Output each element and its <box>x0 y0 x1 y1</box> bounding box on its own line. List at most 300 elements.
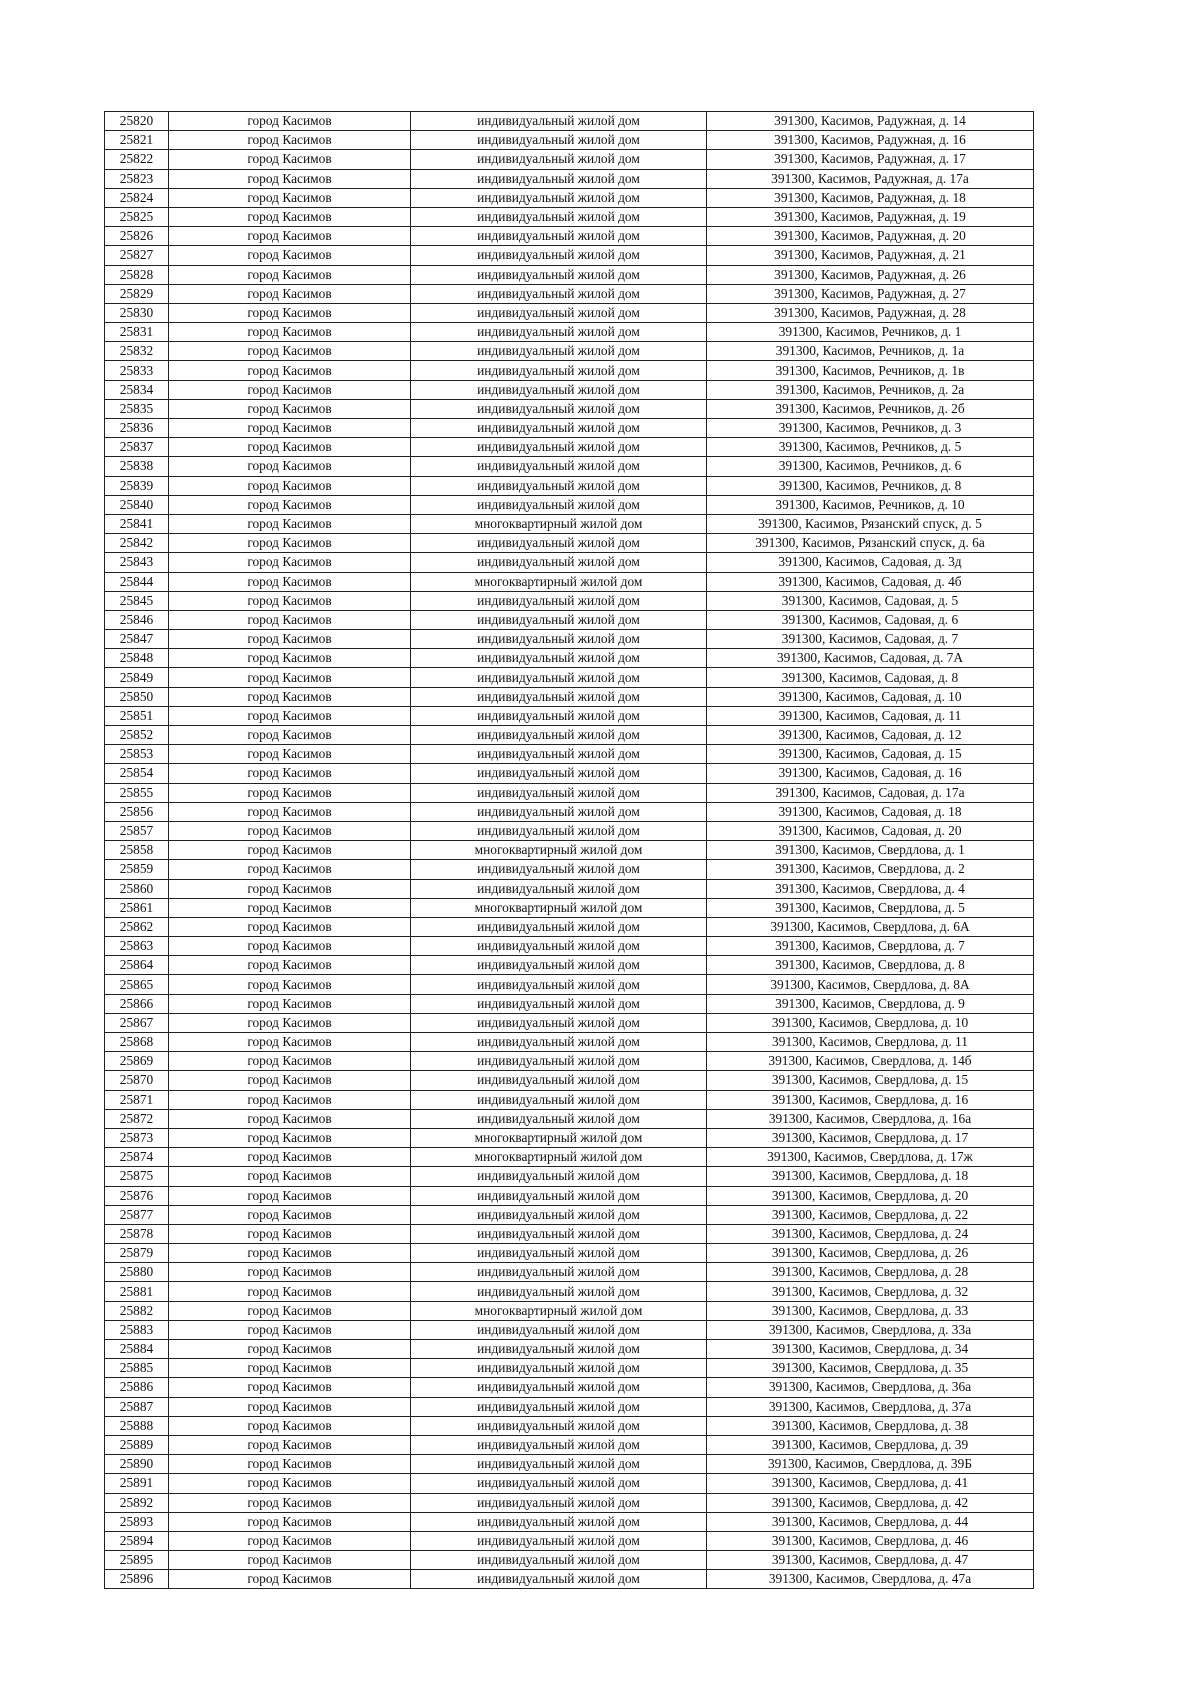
building-type-cell: индивидуальный жилой дом <box>411 112 707 131</box>
building-type-cell: индивидуальный жилой дом <box>411 591 707 610</box>
table-row <box>105 1128 1034 1147</box>
table-row <box>105 994 1034 1013</box>
address-cell: 391300, Касимов, Речников, д. 10 <box>707 495 1034 514</box>
table-row <box>105 150 1034 169</box>
table-row <box>105 860 1034 879</box>
record-number-cell: 25851 <box>105 706 169 725</box>
locality-cell: город Касимов <box>169 112 411 131</box>
address-cell: 391300, Касимов, Садовая, д. 15 <box>707 745 1034 764</box>
address-cell: 391300, Касимов, Свердлова, д. 33 <box>707 1301 1034 1320</box>
locality-cell: город Касимов <box>169 1282 411 1301</box>
table-row <box>105 1186 1034 1205</box>
building-type-cell: индивидуальный жилой дом <box>411 1455 707 1474</box>
building-type-cell: индивидуальный жилой дом <box>411 1052 707 1071</box>
locality-cell: город Касимов <box>169 534 411 553</box>
address-cell: 391300, Касимов, Радужная, д. 16 <box>707 131 1034 150</box>
building-type-cell: индивидуальный жилой дом <box>411 1416 707 1435</box>
address-cell: 391300, Касимов, Свердлова, д. 1 <box>707 841 1034 860</box>
locality-cell: город Касимов <box>169 937 411 956</box>
locality-cell: город Касимов <box>169 514 411 533</box>
address-cell: 391300, Касимов, Свердлова, д. 24 <box>707 1224 1034 1243</box>
locality-cell: город Касимов <box>169 1378 411 1397</box>
locality-cell: город Касимов <box>169 438 411 457</box>
record-number-cell: 25885 <box>105 1359 169 1378</box>
address-cell: 391300, Касимов, Свердлова, д. 9 <box>707 994 1034 1013</box>
locality-cell: город Касимов <box>169 227 411 246</box>
table-row <box>105 169 1034 188</box>
record-number-cell: 25889 <box>105 1435 169 1454</box>
table-row <box>105 246 1034 265</box>
record-number-cell: 25893 <box>105 1512 169 1531</box>
table-row <box>105 917 1034 936</box>
table-row <box>105 706 1034 725</box>
table-row <box>105 1282 1034 1301</box>
locality-cell: город Касимов <box>169 1397 411 1416</box>
record-number-cell: 25857 <box>105 821 169 840</box>
table-row <box>105 1205 1034 1224</box>
building-type-cell: индивидуальный жилой дом <box>411 1244 707 1263</box>
building-type-cell: индивидуальный жилой дом <box>411 1493 707 1512</box>
record-number-cell: 25879 <box>105 1244 169 1263</box>
building-type-cell: индивидуальный жилой дом <box>411 1205 707 1224</box>
record-number-cell: 25855 <box>105 783 169 802</box>
building-type-cell: индивидуальный жилой дом <box>411 802 707 821</box>
address-cell: 391300, Касимов, Свердлова, д. 17ж <box>707 1148 1034 1167</box>
locality-cell: город Касимов <box>169 1167 411 1186</box>
record-number-cell: 25837 <box>105 438 169 457</box>
locality-cell: город Касимов <box>169 1474 411 1493</box>
record-number-cell: 25891 <box>105 1474 169 1493</box>
record-number-cell: 25872 <box>105 1109 169 1128</box>
record-number-cell: 25856 <box>105 802 169 821</box>
locality-cell: город Касимов <box>169 994 411 1013</box>
locality-cell: город Касимов <box>169 1531 411 1550</box>
locality-cell: город Касимов <box>169 745 411 764</box>
record-number-cell: 25881 <box>105 1282 169 1301</box>
building-type-cell: индивидуальный жилой дом <box>411 1282 707 1301</box>
address-cell: 391300, Касимов, Садовая, д. 3д <box>707 553 1034 572</box>
table-row <box>105 361 1034 380</box>
locality-cell: город Касимов <box>169 726 411 745</box>
building-type-cell: индивидуальный жилой дом <box>411 169 707 188</box>
table-row <box>105 687 1034 706</box>
locality-cell: город Касимов <box>169 1186 411 1205</box>
address-cell: 391300, Касимов, Радужная, д. 27 <box>707 284 1034 303</box>
locality-cell: город Касимов <box>169 1416 411 1435</box>
locality-cell: город Касимов <box>169 630 411 649</box>
table-row <box>105 207 1034 226</box>
locality-cell: город Касимов <box>169 898 411 917</box>
record-number-cell: 25862 <box>105 917 169 936</box>
address-cell: 391300, Касимов, Свердлова, д. 15 <box>707 1071 1034 1090</box>
locality-cell: город Касимов <box>169 380 411 399</box>
locality-cell: город Касимов <box>169 284 411 303</box>
record-number-cell: 25882 <box>105 1301 169 1320</box>
locality-cell: город Касимов <box>169 1551 411 1570</box>
building-type-cell: многоквартирный жилой дом <box>411 1128 707 1147</box>
building-type-cell: индивидуальный жилой дом <box>411 668 707 687</box>
address-cell: 391300, Касимов, Радужная, д. 21 <box>707 246 1034 265</box>
record-number-cell: 25853 <box>105 745 169 764</box>
locality-cell: город Касимов <box>169 188 411 207</box>
building-type-cell: индивидуальный жилой дом <box>411 1551 707 1570</box>
building-type-cell: многоквартирный жилой дом <box>411 1301 707 1320</box>
table-row <box>105 399 1034 418</box>
table-row <box>105 783 1034 802</box>
table-row <box>105 572 1034 591</box>
building-type-cell: индивидуальный жилой дом <box>411 937 707 956</box>
record-number-cell: 25839 <box>105 476 169 495</box>
record-number-cell: 25870 <box>105 1071 169 1090</box>
table-row <box>105 975 1034 994</box>
building-type-cell: индивидуальный жилой дом <box>411 706 707 725</box>
building-type-cell: индивидуальный жилой дом <box>411 380 707 399</box>
building-type-cell: многоквартирный жилой дом <box>411 572 707 591</box>
locality-cell: город Касимов <box>169 879 411 898</box>
table-row <box>105 457 1034 476</box>
building-type-cell: индивидуальный жилой дом <box>411 284 707 303</box>
record-number-cell: 25874 <box>105 1148 169 1167</box>
building-type-cell: индивидуальный жилой дом <box>411 1531 707 1550</box>
address-cell: 391300, Касимов, Радужная, д. 18 <box>707 188 1034 207</box>
record-number-cell: 25845 <box>105 591 169 610</box>
table-row <box>105 745 1034 764</box>
building-type-cell: индивидуальный жилой дом <box>411 246 707 265</box>
locality-cell: город Касимов <box>169 764 411 783</box>
locality-cell: город Касимов <box>169 572 411 591</box>
table-row <box>105 841 1034 860</box>
building-type-cell: индивидуальный жилой дом <box>411 860 707 879</box>
locality-cell: город Касимов <box>169 802 411 821</box>
locality-cell: город Касимов <box>169 860 411 879</box>
locality-cell: город Касимов <box>169 1052 411 1071</box>
record-number-cell: 25892 <box>105 1493 169 1512</box>
record-number-cell: 25887 <box>105 1397 169 1416</box>
record-number-cell: 25867 <box>105 1013 169 1032</box>
address-cell: 391300, Касимов, Радужная, д. 20 <box>707 227 1034 246</box>
table-row <box>105 1263 1034 1282</box>
locality-cell: город Касимов <box>169 1128 411 1147</box>
locality-cell: город Касимов <box>169 1320 411 1339</box>
locality-cell: город Касимов <box>169 1013 411 1032</box>
address-cell: 391300, Касимов, Речников, д. 8 <box>707 476 1034 495</box>
address-cell: 391300, Касимов, Свердлова, д. 4 <box>707 879 1034 898</box>
record-number-cell: 25890 <box>105 1455 169 1474</box>
address-cell: 391300, Касимов, Садовая, д. 16 <box>707 764 1034 783</box>
address-cell: 391300, Касимов, Речников, д. 1а <box>707 342 1034 361</box>
table-row <box>105 1320 1034 1339</box>
locality-cell: город Касимов <box>169 706 411 725</box>
building-type-cell: индивидуальный жилой дом <box>411 1320 707 1339</box>
locality-cell: город Касимов <box>169 361 411 380</box>
record-number-cell: 25880 <box>105 1263 169 1282</box>
address-cell: 391300, Касимов, Свердлова, д. 39Б <box>707 1455 1034 1474</box>
table-row <box>105 1090 1034 1109</box>
building-type-cell: индивидуальный жилой дом <box>411 323 707 342</box>
record-number-cell: 25861 <box>105 898 169 917</box>
building-type-cell: индивидуальный жилой дом <box>411 1186 707 1205</box>
address-cell: 391300, Касимов, Свердлова, д. 32 <box>707 1282 1034 1301</box>
record-number-cell: 25824 <box>105 188 169 207</box>
locality-cell: город Касимов <box>169 687 411 706</box>
address-cell: 391300, Касимов, Садовая, д. 11 <box>707 706 1034 725</box>
building-type-cell: индивидуальный жилой дом <box>411 1109 707 1128</box>
address-cell: 391300, Касимов, Свердлова, д. 33а <box>707 1320 1034 1339</box>
table-row <box>105 342 1034 361</box>
record-number-cell: 25876 <box>105 1186 169 1205</box>
address-cell: 391300, Касимов, Свердлова, д. 7 <box>707 937 1034 956</box>
table-row <box>105 1493 1034 1512</box>
record-number-cell: 25836 <box>105 419 169 438</box>
locality-cell: город Касимов <box>169 956 411 975</box>
record-number-cell: 25841 <box>105 514 169 533</box>
locality-cell: город Касимов <box>169 1301 411 1320</box>
address-cell: 391300, Касимов, Свердлова, д. 46 <box>707 1531 1034 1550</box>
building-type-cell: индивидуальный жилой дом <box>411 131 707 150</box>
address-cell: 391300, Касимов, Свердлова, д. 16 <box>707 1090 1034 1109</box>
table-row <box>105 188 1034 207</box>
building-type-cell: индивидуальный жилой дом <box>411 227 707 246</box>
housing-registry-table <box>104 111 1034 1589</box>
locality-cell: город Касимов <box>169 1493 411 1512</box>
building-type-cell: индивидуальный жилой дом <box>411 745 707 764</box>
building-type-cell: многоквартирный жилой дом <box>411 841 707 860</box>
record-number-cell: 25886 <box>105 1378 169 1397</box>
locality-cell: город Касимов <box>169 399 411 418</box>
table-row <box>105 802 1034 821</box>
address-cell: 391300, Касимов, Свердлова, д. 8 <box>707 956 1034 975</box>
record-number-cell: 25871 <box>105 1090 169 1109</box>
building-type-cell: индивидуальный жилой дом <box>411 1263 707 1282</box>
building-type-cell: индивидуальный жилой дом <box>411 553 707 572</box>
record-number-cell: 25858 <box>105 841 169 860</box>
building-type-cell: индивидуальный жилой дом <box>411 399 707 418</box>
table-row <box>105 284 1034 303</box>
building-type-cell: индивидуальный жилой дом <box>411 361 707 380</box>
building-type-cell: многоквартирный жилой дом <box>411 898 707 917</box>
table-row <box>105 227 1034 246</box>
locality-cell: город Касимов <box>169 1512 411 1531</box>
address-cell: 391300, Касимов, Речников, д. 2б <box>707 399 1034 418</box>
locality-cell: город Касимов <box>169 246 411 265</box>
table-row <box>105 1551 1034 1570</box>
building-type-cell: индивидуальный жилой дом <box>411 821 707 840</box>
building-type-cell: индивидуальный жилой дом <box>411 649 707 668</box>
table-row <box>105 1109 1034 1128</box>
address-cell: 391300, Касимов, Свердлова, д. 5 <box>707 898 1034 917</box>
locality-cell: город Касимов <box>169 610 411 629</box>
record-number-cell: 25825 <box>105 207 169 226</box>
record-number-cell: 25873 <box>105 1128 169 1147</box>
table-row <box>105 1167 1034 1186</box>
address-cell: 391300, Касимов, Свердлова, д. 47а <box>707 1570 1034 1589</box>
locality-cell: город Касимов <box>169 1244 411 1263</box>
table-row <box>105 764 1034 783</box>
building-type-cell: индивидуальный жилой дом <box>411 1359 707 1378</box>
record-number-cell: 25847 <box>105 630 169 649</box>
table-row <box>105 821 1034 840</box>
table-row <box>105 1397 1034 1416</box>
record-number-cell: 25828 <box>105 265 169 284</box>
record-number-cell: 25878 <box>105 1224 169 1243</box>
record-number-cell: 25866 <box>105 994 169 1013</box>
table-row <box>105 956 1034 975</box>
table-row <box>105 514 1034 533</box>
locality-cell: город Касимов <box>169 1205 411 1224</box>
building-type-cell: индивидуальный жилой дом <box>411 1033 707 1052</box>
record-number-cell: 25877 <box>105 1205 169 1224</box>
record-number-cell: 25864 <box>105 956 169 975</box>
address-cell: 391300, Касимов, Речников, д. 6 <box>707 457 1034 476</box>
table-row <box>105 1474 1034 1493</box>
address-cell: 391300, Касимов, Свердлова, д. 47 <box>707 1551 1034 1570</box>
record-number-cell: 25833 <box>105 361 169 380</box>
building-type-cell: индивидуальный жилой дом <box>411 457 707 476</box>
building-type-cell: индивидуальный жилой дом <box>411 994 707 1013</box>
address-cell: 391300, Касимов, Свердлова, д. 38 <box>707 1416 1034 1435</box>
locality-cell: город Касимов <box>169 1435 411 1454</box>
address-cell: 391300, Касимов, Свердлова, д. 28 <box>707 1263 1034 1282</box>
address-cell: 391300, Касимов, Радужная, д. 17а <box>707 169 1034 188</box>
record-number-cell: 25896 <box>105 1570 169 1589</box>
record-number-cell: 25823 <box>105 169 169 188</box>
building-type-cell: индивидуальный жилой дом <box>411 207 707 226</box>
record-number-cell: 25850 <box>105 687 169 706</box>
address-cell: 391300, Касимов, Свердлова, д. 8А <box>707 975 1034 994</box>
building-type-cell: индивидуальный жилой дом <box>411 879 707 898</box>
record-number-cell: 25849 <box>105 668 169 687</box>
address-cell: 391300, Касимов, Свердлова, д. 26 <box>707 1244 1034 1263</box>
table-row <box>105 438 1034 457</box>
locality-cell: город Касимов <box>169 1033 411 1052</box>
table-row <box>105 649 1034 668</box>
locality-cell: город Касимов <box>169 1090 411 1109</box>
address-cell: 391300, Касимов, Свердлова, д. 36а <box>707 1378 1034 1397</box>
record-number-cell: 25829 <box>105 284 169 303</box>
record-number-cell: 25848 <box>105 649 169 668</box>
address-cell: 391300, Касимов, Свердлова, д. 2 <box>707 860 1034 879</box>
locality-cell: город Касимов <box>169 1570 411 1589</box>
locality-cell: город Касимов <box>169 975 411 994</box>
address-cell: 391300, Касимов, Садовая, д. 17а <box>707 783 1034 802</box>
locality-cell: город Касимов <box>169 169 411 188</box>
table-row <box>105 1340 1034 1359</box>
table-row <box>105 323 1034 342</box>
locality-cell: город Касимов <box>169 1359 411 1378</box>
record-number-cell: 25827 <box>105 246 169 265</box>
building-type-cell: индивидуальный жилой дом <box>411 726 707 745</box>
locality-cell: город Касимов <box>169 457 411 476</box>
locality-cell: город Касимов <box>169 303 411 322</box>
building-type-cell: многоквартирный жилой дом <box>411 1148 707 1167</box>
building-type-cell: многоквартирный жилой дом <box>411 514 707 533</box>
building-type-cell: индивидуальный жилой дом <box>411 1340 707 1359</box>
address-cell: 391300, Касимов, Свердлова, д. 41 <box>707 1474 1034 1493</box>
table-body <box>105 112 1034 1589</box>
address-cell: 391300, Касимов, Радужная, д. 26 <box>707 265 1034 284</box>
address-cell: 391300, Касимов, Садовая, д. 5 <box>707 591 1034 610</box>
building-type-cell: индивидуальный жилой дом <box>411 150 707 169</box>
locality-cell: город Касимов <box>169 1455 411 1474</box>
building-type-cell: индивидуальный жилой дом <box>411 188 707 207</box>
table-row <box>105 1378 1034 1397</box>
building-type-cell: индивидуальный жилой дом <box>411 1570 707 1589</box>
address-cell: 391300, Касимов, Речников, д. 3 <box>707 419 1034 438</box>
locality-cell: город Касимов <box>169 1109 411 1128</box>
building-type-cell: индивидуальный жилой дом <box>411 687 707 706</box>
address-cell: 391300, Касимов, Радужная, д. 19 <box>707 207 1034 226</box>
table-row <box>105 668 1034 687</box>
address-cell: 391300, Касимов, Свердлова, д. 44 <box>707 1512 1034 1531</box>
address-cell: 391300, Касимов, Садовая, д. 7 <box>707 630 1034 649</box>
table-row <box>105 1071 1034 1090</box>
locality-cell: город Касимов <box>169 265 411 284</box>
table-row <box>105 534 1034 553</box>
locality-cell: город Касимов <box>169 1224 411 1243</box>
table-row <box>105 610 1034 629</box>
address-cell: 391300, Касимов, Садовая, д. 8 <box>707 668 1034 687</box>
record-number-cell: 25843 <box>105 553 169 572</box>
table-row <box>105 380 1034 399</box>
locality-cell: город Касимов <box>169 1071 411 1090</box>
table-row <box>105 1224 1034 1243</box>
table-row <box>105 879 1034 898</box>
table-row <box>105 1013 1034 1032</box>
record-number-cell: 25830 <box>105 303 169 322</box>
locality-cell: город Касимов <box>169 150 411 169</box>
locality-cell: город Касимов <box>169 649 411 668</box>
table-row <box>105 1455 1034 1474</box>
locality-cell: город Касимов <box>169 419 411 438</box>
locality-cell: город Касимов <box>169 131 411 150</box>
table-row <box>105 898 1034 917</box>
record-number-cell: 25838 <box>105 457 169 476</box>
record-number-cell: 25844 <box>105 572 169 591</box>
locality-cell: город Касимов <box>169 476 411 495</box>
address-cell: 391300, Касимов, Свердлова, д. 11 <box>707 1033 1034 1052</box>
locality-cell: город Касимов <box>169 207 411 226</box>
building-type-cell: индивидуальный жилой дом <box>411 1435 707 1454</box>
table-row <box>105 1244 1034 1263</box>
address-cell: 391300, Касимов, Садовая, д. 12 <box>707 726 1034 745</box>
table-row <box>105 1531 1034 1550</box>
locality-cell: город Касимов <box>169 1340 411 1359</box>
address-cell: 391300, Касимов, Свердлова, д. 20 <box>707 1186 1034 1205</box>
table-row <box>105 591 1034 610</box>
address-cell: 391300, Касимов, Речников, д. 1в <box>707 361 1034 380</box>
record-number-cell: 25863 <box>105 937 169 956</box>
building-type-cell: индивидуальный жилой дом <box>411 1090 707 1109</box>
address-cell: 391300, Касимов, Свердлова, д. 17 <box>707 1128 1034 1147</box>
address-cell: 391300, Касимов, Садовая, д. 20 <box>707 821 1034 840</box>
building-type-cell: индивидуальный жилой дом <box>411 1071 707 1090</box>
table-row <box>105 131 1034 150</box>
building-type-cell: индивидуальный жилой дом <box>411 419 707 438</box>
address-cell: 391300, Касимов, Свердлова, д. 35 <box>707 1359 1034 1378</box>
address-cell: 391300, Касимов, Свердлова, д. 39 <box>707 1435 1034 1454</box>
address-cell: 391300, Касимов, Рязанский спуск, д. 6а <box>707 534 1034 553</box>
record-number-cell: 25822 <box>105 150 169 169</box>
building-type-cell: индивидуальный жилой дом <box>411 1397 707 1416</box>
table-row <box>105 937 1034 956</box>
record-number-cell: 25859 <box>105 860 169 879</box>
table-row <box>105 1148 1034 1167</box>
building-type-cell: индивидуальный жилой дом <box>411 1378 707 1397</box>
locality-cell: город Касимов <box>169 591 411 610</box>
locality-cell: город Касимов <box>169 342 411 361</box>
building-type-cell: индивидуальный жилой дом <box>411 265 707 284</box>
building-type-cell: индивидуальный жилой дом <box>411 438 707 457</box>
